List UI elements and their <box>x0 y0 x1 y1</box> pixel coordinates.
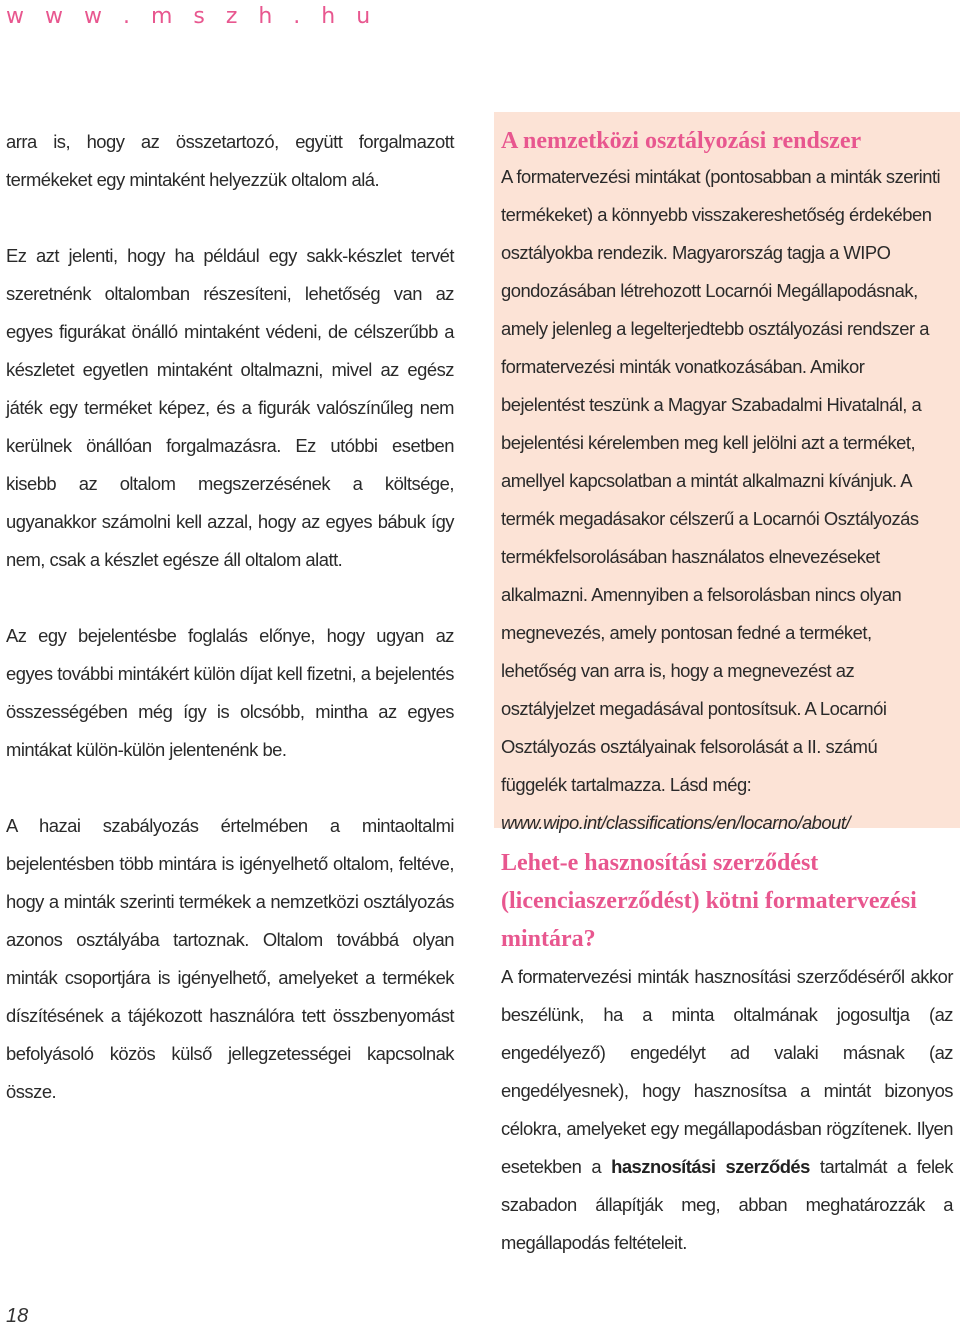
right-column <box>501 844 953 1262</box>
section-body-text: tartalmát a felek szabadon állapítják meg, abban meghatározzák a megállapodás feltételeit. <box>501 1156 953 1253</box>
info-box <box>494 112 960 833</box>
paragraph: arra is, hogy az összetartozó, együtt forgalmazott termékeket egy mintaként helyezzük oltalom alá. <box>6 131 454 190</box>
bold-term: hasznosítási szerződés <box>611 1156 810 1177</box>
page-number: 18 <box>6 1305 29 1327</box>
section-body <box>501 958 953 1262</box>
wipo-link[interactable]: www.wipo.int/classifications/en/locarno/about/ <box>501 812 851 833</box>
site-url: w w w . m s z h . h u <box>6 4 378 29</box>
info-box-body <box>501 158 947 842</box>
paragraph: Ez azt jelenti, hogy ha például egy sakk-készlet tervét szeretnénk oltalomban részesíteni, lehetőség van az egyes figurákat önálló mintaként védeni, de célszerűbb a készletet egyetlen mintaként oltalmazni, mivel az egész játék egy terméket képez, és a figurák valószínűleg nem kerülnek önállóan forgalmazásra. Ez utóbbi esetben kisebb az oltalom megszerzésének a költsége, ugyanakkor számolni kell azzal, hogy az egyes bábuk így nem, csak a készlet egésze áll oltalom alatt. <box>6 245 454 570</box>
paragraph: Az egy bejelentésbe foglalás előnye, hogy ugyan az egyes további mintákért külön díjat kell fizetni, a bejelentés összességében még így is olcsóbb, mintha az egyes mintákat külön-külön jelentenénk be. <box>6 625 454 760</box>
info-box-content <box>501 124 947 842</box>
left-column <box>6 123 454 1111</box>
paragraph: A hazai szabályozás értelmében a mintaoltalmi bejelentésben több mintára is igényelhető oltalom, feltéve, hogy a minták szerinti termékek a nemzetközi osztályozás azonos osztályába tartoznak. Oltalom továbbá olyan minták csoportjára is igényelhető, amelyeket a termékek díszítésének a tájékozott használóra tett összbenyomást befolyásoló közös külső jellegzetességei kapcsolnak össze. <box>6 815 454 1102</box>
info-box-text: A formatervezési mintákat (pontosabban a minták szerinti termékeket) a könnyebb visszakereshetőség érdekében osztályokba rendezik. Magyarország tagja a WIPO gondozásában létrehozott Locarnói Megállapodásnak, amely jelenleg a legelterjedtebb osztályozási rendszer a formatervezési minták vonatkozásában. Amikor bejelentést teszünk a Magyar Szabadalmi Hivatalnál, a bejelentési kérelemben meg kell jelölni azt a terméket, amellyel kapcsolatban a mintát alkalmazni kívánjuk. A termék megadásakor célszerű a Locarnói Osztályozás termékfelsorolásában használatos elnevezéseket alkalmazni. Amennyiben a felsorolásban nincs olyan megnevezés, amely pontosan fedné a terméket, lehetőség van arra is, hogy a megnevezést az osztályjelzet megadásával pontosítsuk. A Locarnói Osztályozás osztályainak felsorolását a II. számú függelék tartalmazza. Lásd még: <box>501 166 941 795</box>
section-body-text: A formatervezési minták hasznosítási szerződéséről akkor beszélünk, ha a minta oltalmának jogosultja (az engedélyező) engedélyt ad valaki másnak (az engedélyesnek), hogy hasznosítsa a mintát bizonyos célokra, amelyeket egy megállapodásban rögzítenek. Ilyen esetekben a <box>501 966 953 1177</box>
info-box-title: A nemzetközi osztályozási rendszer <box>501 128 862 154</box>
section-title: Lehet-e hasznosítási szerződést (licenciaszerződést) kötni formatervezési mintára? <box>501 850 917 952</box>
